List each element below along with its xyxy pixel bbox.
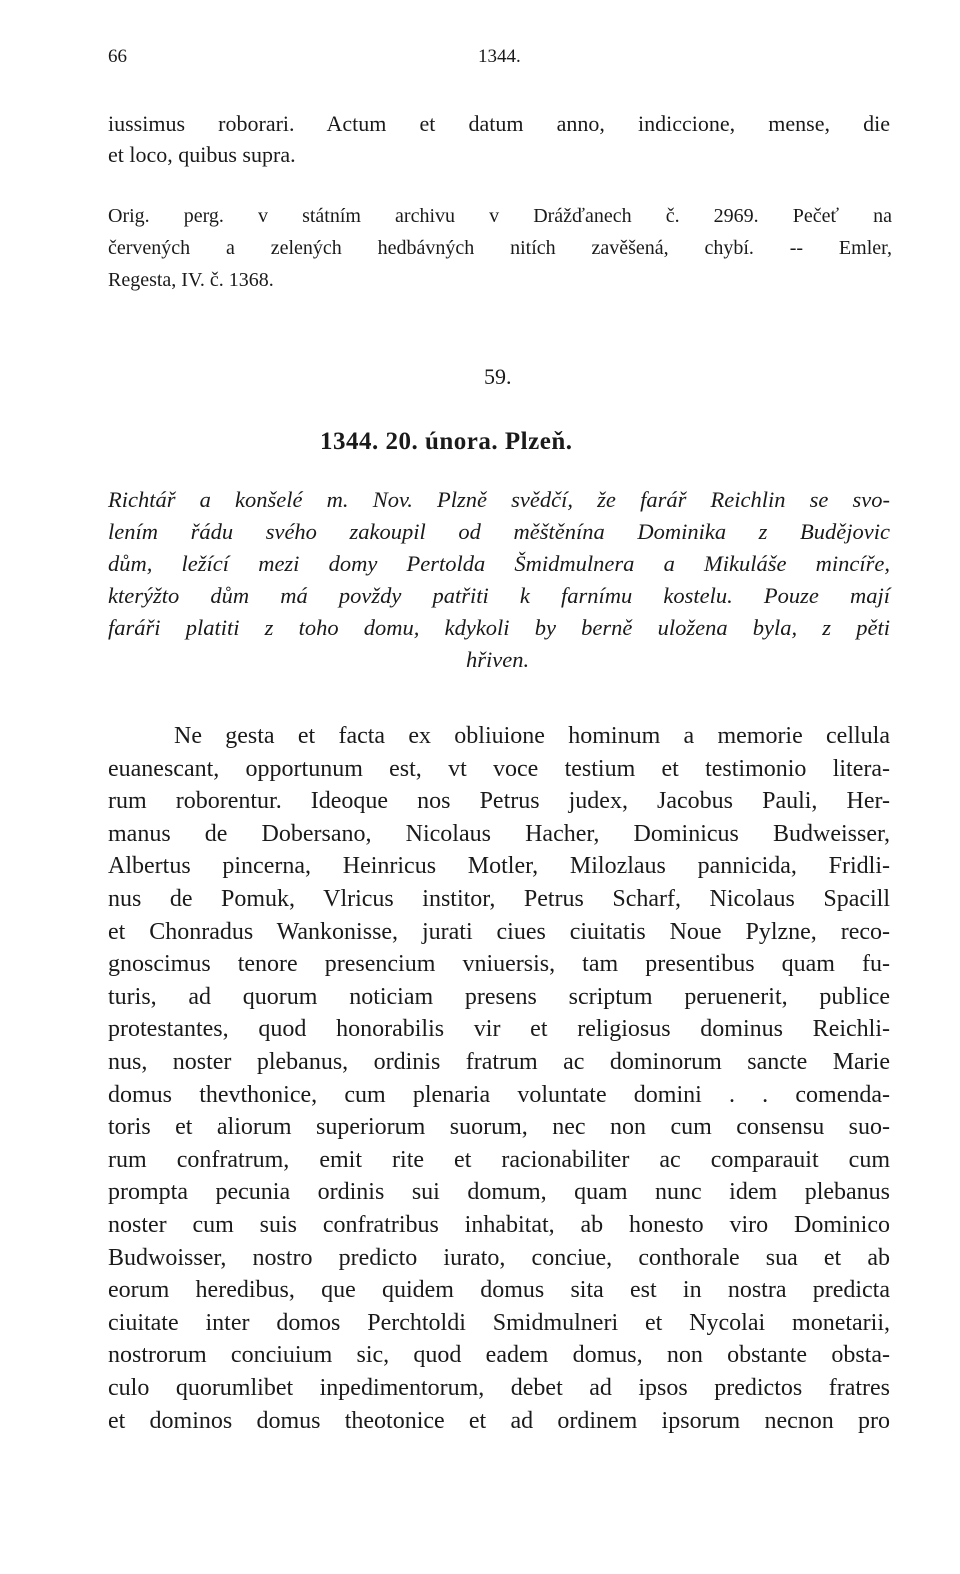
body-line: nus, noster plebanus, ordinis fratrum ac dominorum sancte Marie [108,1049,890,1075]
regest-line: kterýžto dům má povždy patřiti k farnímu kostelu. Pouze mají [108,583,890,608]
document-title: 1344. 20. února. Plzeň. [320,428,573,455]
page-number: 66 [108,46,127,67]
body-line: toris et aliorum superiorum suorum, nec non cum consensu suo- [108,1114,890,1141]
body-line: prompta pecunia ordinis sui domum, quam nunc idem plebanus [108,1179,890,1206]
body-line: et Chonradus Wankonisse, jurati ciues ciuitatis Noue Pylzne, reco- [108,918,890,945]
regest-line: hřiven. [466,647,530,672]
regest-line: faráři platiti z toho domu, kdykoli by berně uložena byla, z pěti [108,615,890,640]
regest-line: Richtář a konšelé m. Nov. Plzně svědčí, že farář Reichlin se svo- [108,487,890,512]
regest-line: dům, ležící mezi domy Pertolda Šmidmulnera a Mikuláše mincíře, [108,551,890,576]
body-line: rum confratrum, emit rite et racionabiliter ac comparauit cum [108,1146,890,1173]
body-line: euanescant, opportunum est, vt voce testium et testimonio litera- [108,755,890,782]
body-line: Ne gesta et facta ex obliuione hominum a memorie cellula [174,723,890,749]
intro-line: iussimus roborari. Actum et datum anno, indiccione, mense, die [108,111,890,136]
body-line: rum roborentur. Ideoque nos Petrus judex, Jacobus Pauli, Her- [108,788,890,815]
body-line: Budwoisser, nostro predicto iurato, conciue, conthorale sua et ab [108,1244,890,1271]
running-header-year: 1344. [478,46,521,67]
archival-note-line: Orig. perg. v státním archivu v Drážďanech č. 2969. Pečeť na [108,205,892,227]
body-line: noster cum suis confratribus inhabitat, ab honesto viro Dominico [108,1212,890,1238]
body-line: culo quorumlibet inpedimentorum, debet ad ipsos predictos fratres [108,1375,890,1401]
body-line: protestantes, quod honorabilis vir et religiosus dominus Reichli- [108,1016,890,1043]
body-line: Albertus pincerna, Heinricus Motler, Milozlaus pannicida, Fridli- [108,853,890,880]
body-line: domus thevthonice, cum plenaria voluntate domini . . comenda- [108,1081,890,1108]
body-line: manus de Dobersano, Nicolaus Hacher, Dominicus Budweisser, [108,820,890,847]
archival-note-line: červených a zelených hedbávných nitích zavěšená, chybí. -- Emler, [108,237,892,259]
document-number: 59. [484,364,512,389]
body-line: ciuitate inter domos Perchtoldi Smidmulneri et Nycolai monetarii, [108,1309,890,1336]
body-line: nostrorum conciuium sic, quod eadem domus, non obstante obsta- [108,1342,890,1369]
intro-line: et loco, quibus supra. [108,142,296,167]
body-line: eorum heredibus, que quidem domus sita est in nostra predicta [108,1277,890,1304]
body-line: turis, ad quorum noticiam presens scriptum peruenerit, publice [108,983,890,1010]
body-line: gnoscimus tenore presencium vniuersis, tam presentibus quam fu- [108,951,890,978]
body-line: et dominos domus theotonice et ad ordinem ipsorum necnon pro [108,1407,890,1434]
regest-line: lením řádu svého zakoupil od měštěnína Dominika z Budějovic [108,519,890,544]
body-line: nus de Pomuk, Vlricus institor, Petrus Scharf, Nicolaus Spacill [108,886,890,912]
archival-note-line: Regesta, IV. č. 1368. [108,269,274,291]
